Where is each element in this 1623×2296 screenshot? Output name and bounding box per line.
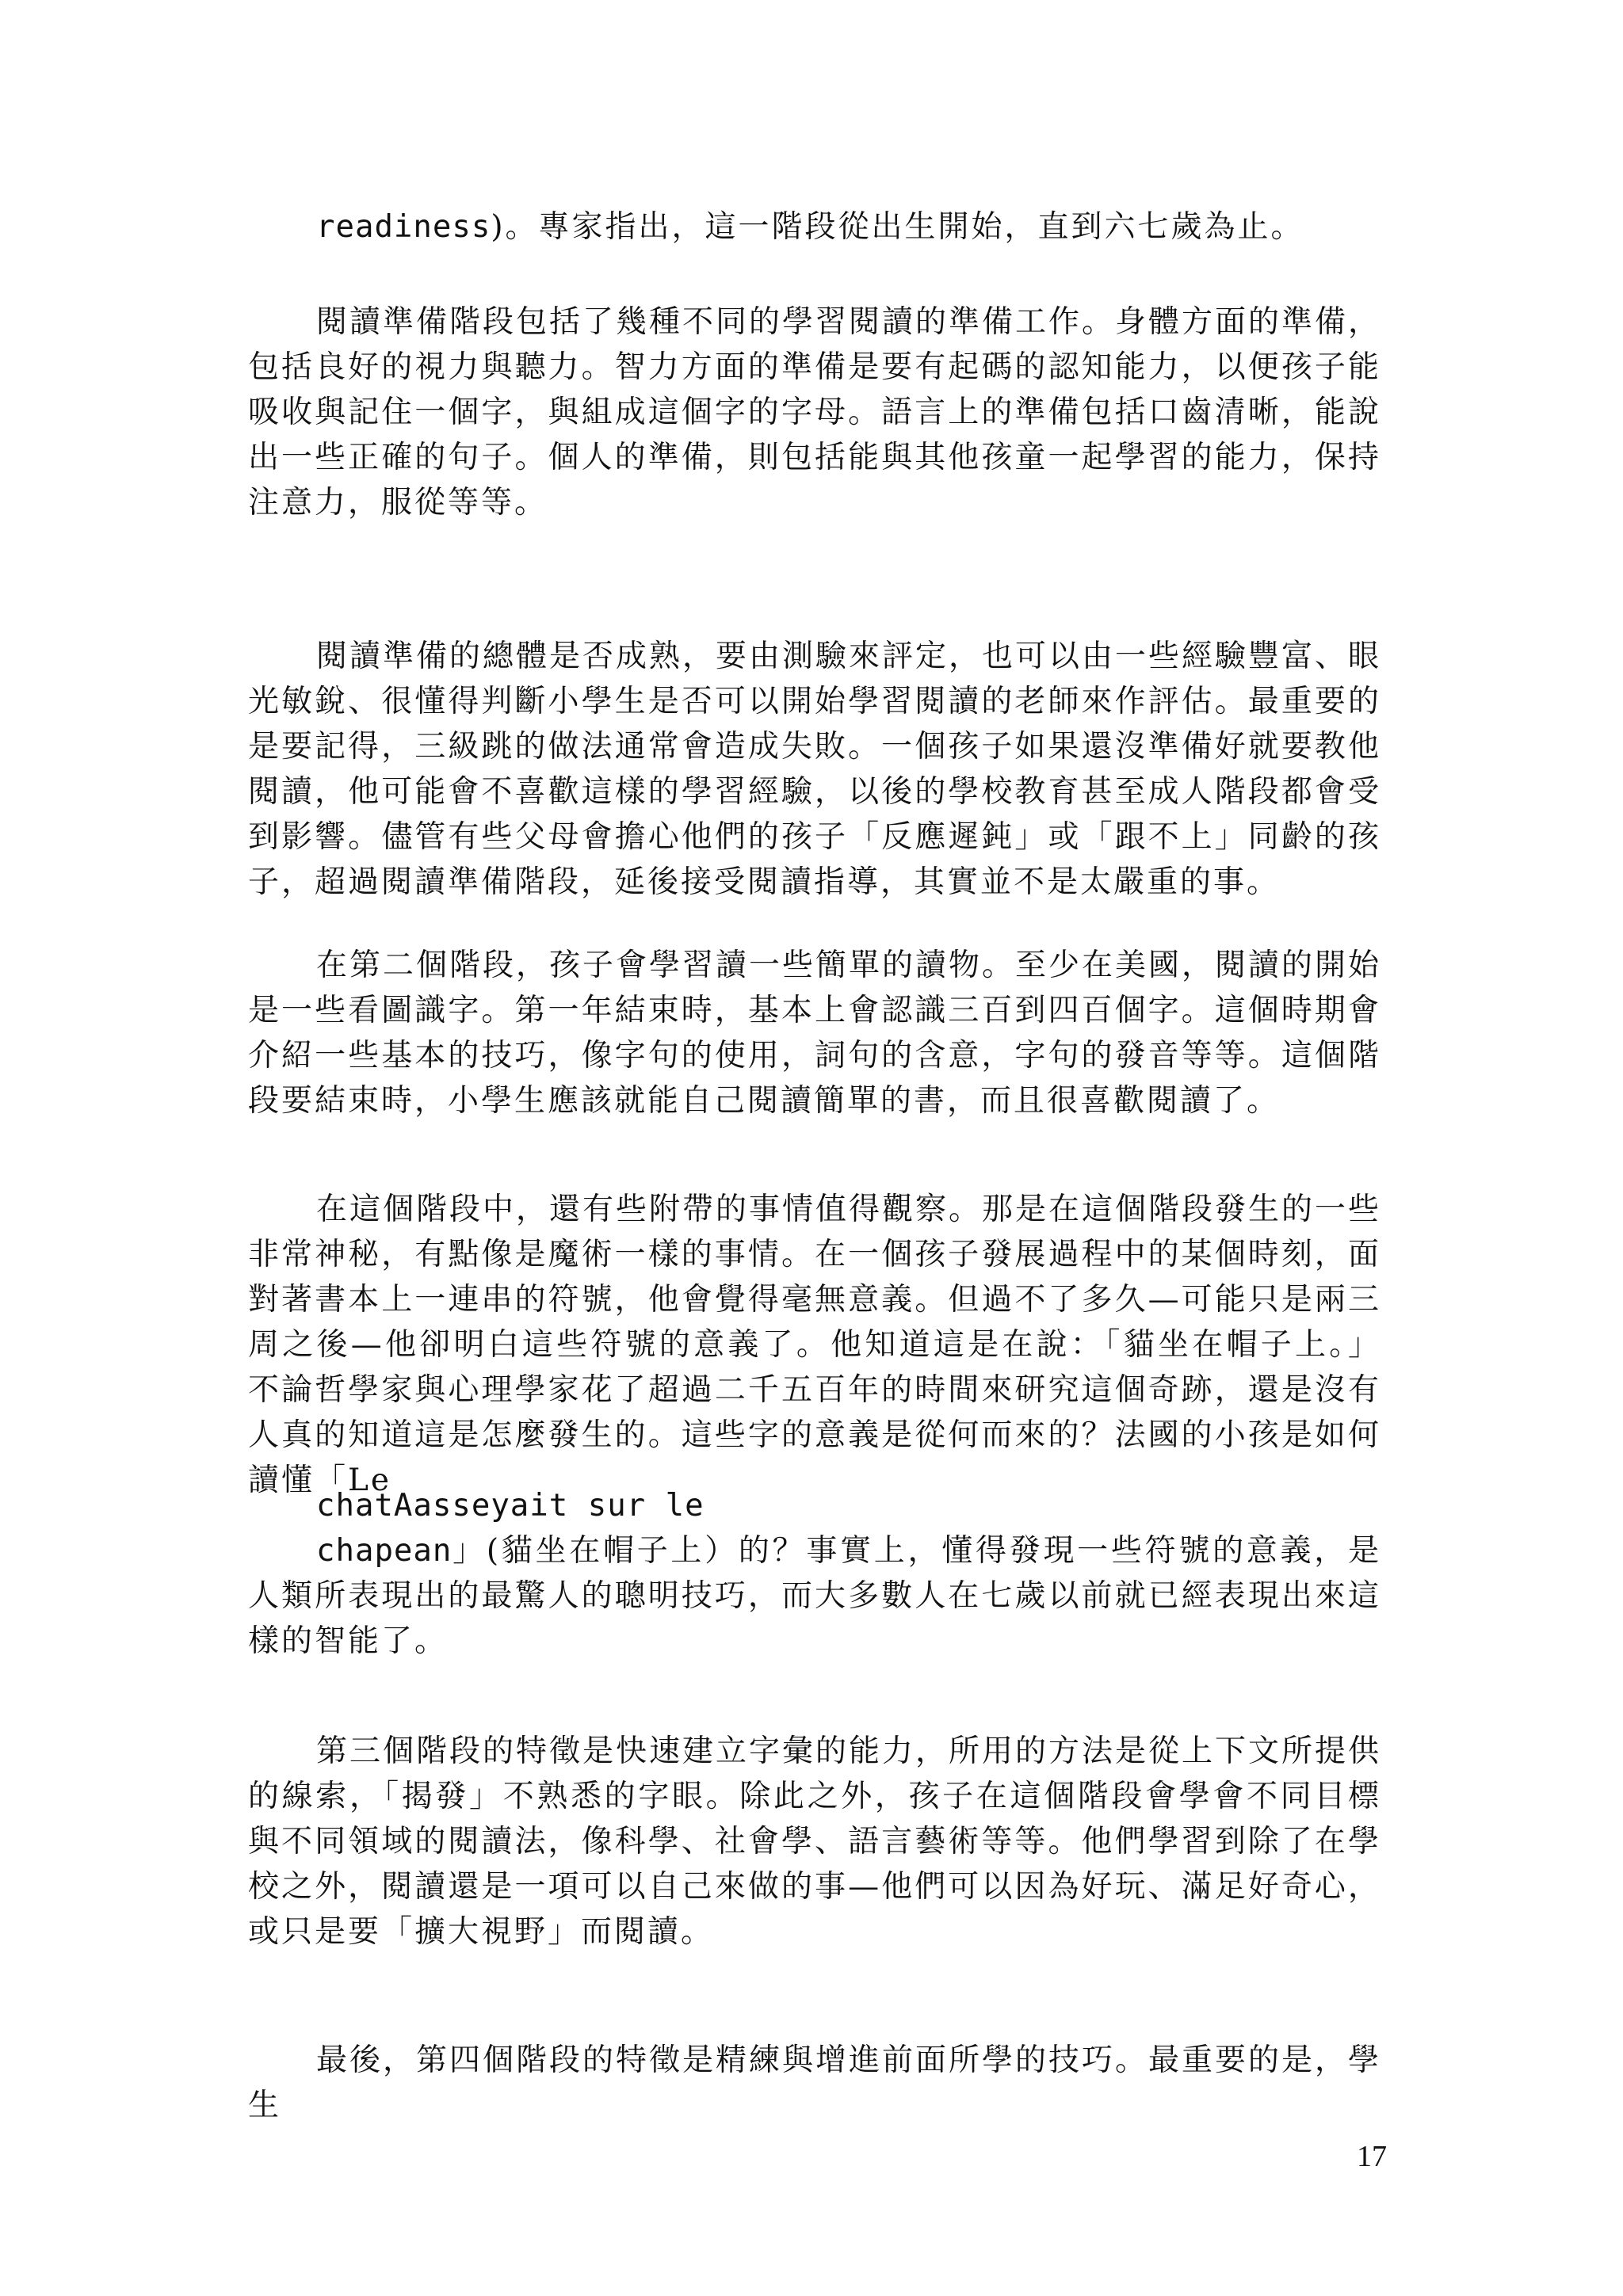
- paragraph-7: 最後，第四個階段的特徵是精練與增進前面所學的技巧。最重要的是，學生: [248, 2042, 1382, 2123]
- paragraph-3: 在第二個階段，孩子會學習讀一些簡單的讀物。至少在美國，閱讀的開始是一些看圖識字。第一年結束時，基本上會認識三百到四百個字。這個時期會介紹一些基本的技巧，像字句的使用，詞句的含意，字句的發音等等。這個階段要結束時，小學生應該就能自己閱讀簡單的書，而且很喜歡閱讀了。: [248, 948, 1382, 1119]
- paragraph-5-prefix: chapean: [316, 1533, 453, 1569]
- page-number: 17: [1357, 2140, 1387, 2173]
- paragraph-4: 在這個階段中，還有些附帶的事情值得觀察。那是在這個階段發生的一些非常神秘，有點像是魔術一樣的事情。在一個孩子發展過程中的某個時刻，面對著書本上一連串的符號，他會覺得毫無意義。但過不了多久—可能只是兩三周之後—他卻明白這些符號的意義了。他知道這是在說：「貓坐在帽子上。」不論哲學家與心理學家花了超過二千五百年的時間來研究這個奇跡，還是沒有人真的知道這是怎麼發生的。這些字的意義是從何而來的？法國的小孩是如何讀懂「Le: [248, 1192, 1382, 1498]
- paragraph-5-text: 」(貓坐在帽子上）的？事實上，懂得發現一些符號的意義，是人類所表現出的最驚人的聰明技巧，而大多數人在七歲以前就已經表現出來這樣的智能了。: [248, 1533, 1381, 1659]
- paragraph-0: [316, 204, 1381, 250]
- paragraph-6: 第三個階段的特徵是快速建立字彙的能力，所用的方法是從上下文所提供的線索，「揭發」不熟悉的字眼。除此之外，孩子在這個階段會學會不同目標與不同領域的閱讀法，像科學、社會學、語言藝術等等。他們學習到除了在學校之外，閱讀還是一項可以自己來做的事—他們可以因為好玩、滿足好奇心，或只是要「擴大視野」而閱讀。: [248, 1733, 1382, 1950]
- paragraph-0-text: )。專家指出，這一階段從出生開始，直到六七歲為止。: [491, 209, 1304, 245]
- paragraph-1: 閱讀準備階段包括了幾種不同的學習閱讀的準備工作。身體方面的準備，包括良好的視力與聽力。智力方面的準備是要有起碼的認知能力，以便孩子能吸收與記住一個字，與組成這個字的字母。語言上的準備包括口齒清晰，能說出一些正確的句子。個人的準備，則包括能與其他孩童一起學習的能力，保持注意力，服從等等。: [248, 304, 1382, 521]
- paragraph-0-prefix: readiness: [316, 209, 491, 245]
- paragraph-4-continuation: chatAasseyait sur le: [316, 1488, 705, 1524]
- paragraph-5: [248, 1528, 1381, 1664]
- paragraph-2: 閱讀準備的總體是否成熟，要由測驗來評定，也可以由一些經驗豐富、眼光敏銳、很懂得判斷小學生是否可以開始學習閱讀的老師來作評估。最重要的是要記得，三級跳的做法通常會造成失敗。一個孩子如果還沒準備好就要教他閱讀，他可能會不喜歡這樣的學習經驗，以後的學校教育甚至成人階段都會受到影響。儘管有些父母會擔心他們的孩子「反應遲鈍」或「跟不上」同齡的孩子，超過閱讀準備階段，延後接受閱讀指導，其實並不是太嚴重的事。: [248, 639, 1382, 900]
